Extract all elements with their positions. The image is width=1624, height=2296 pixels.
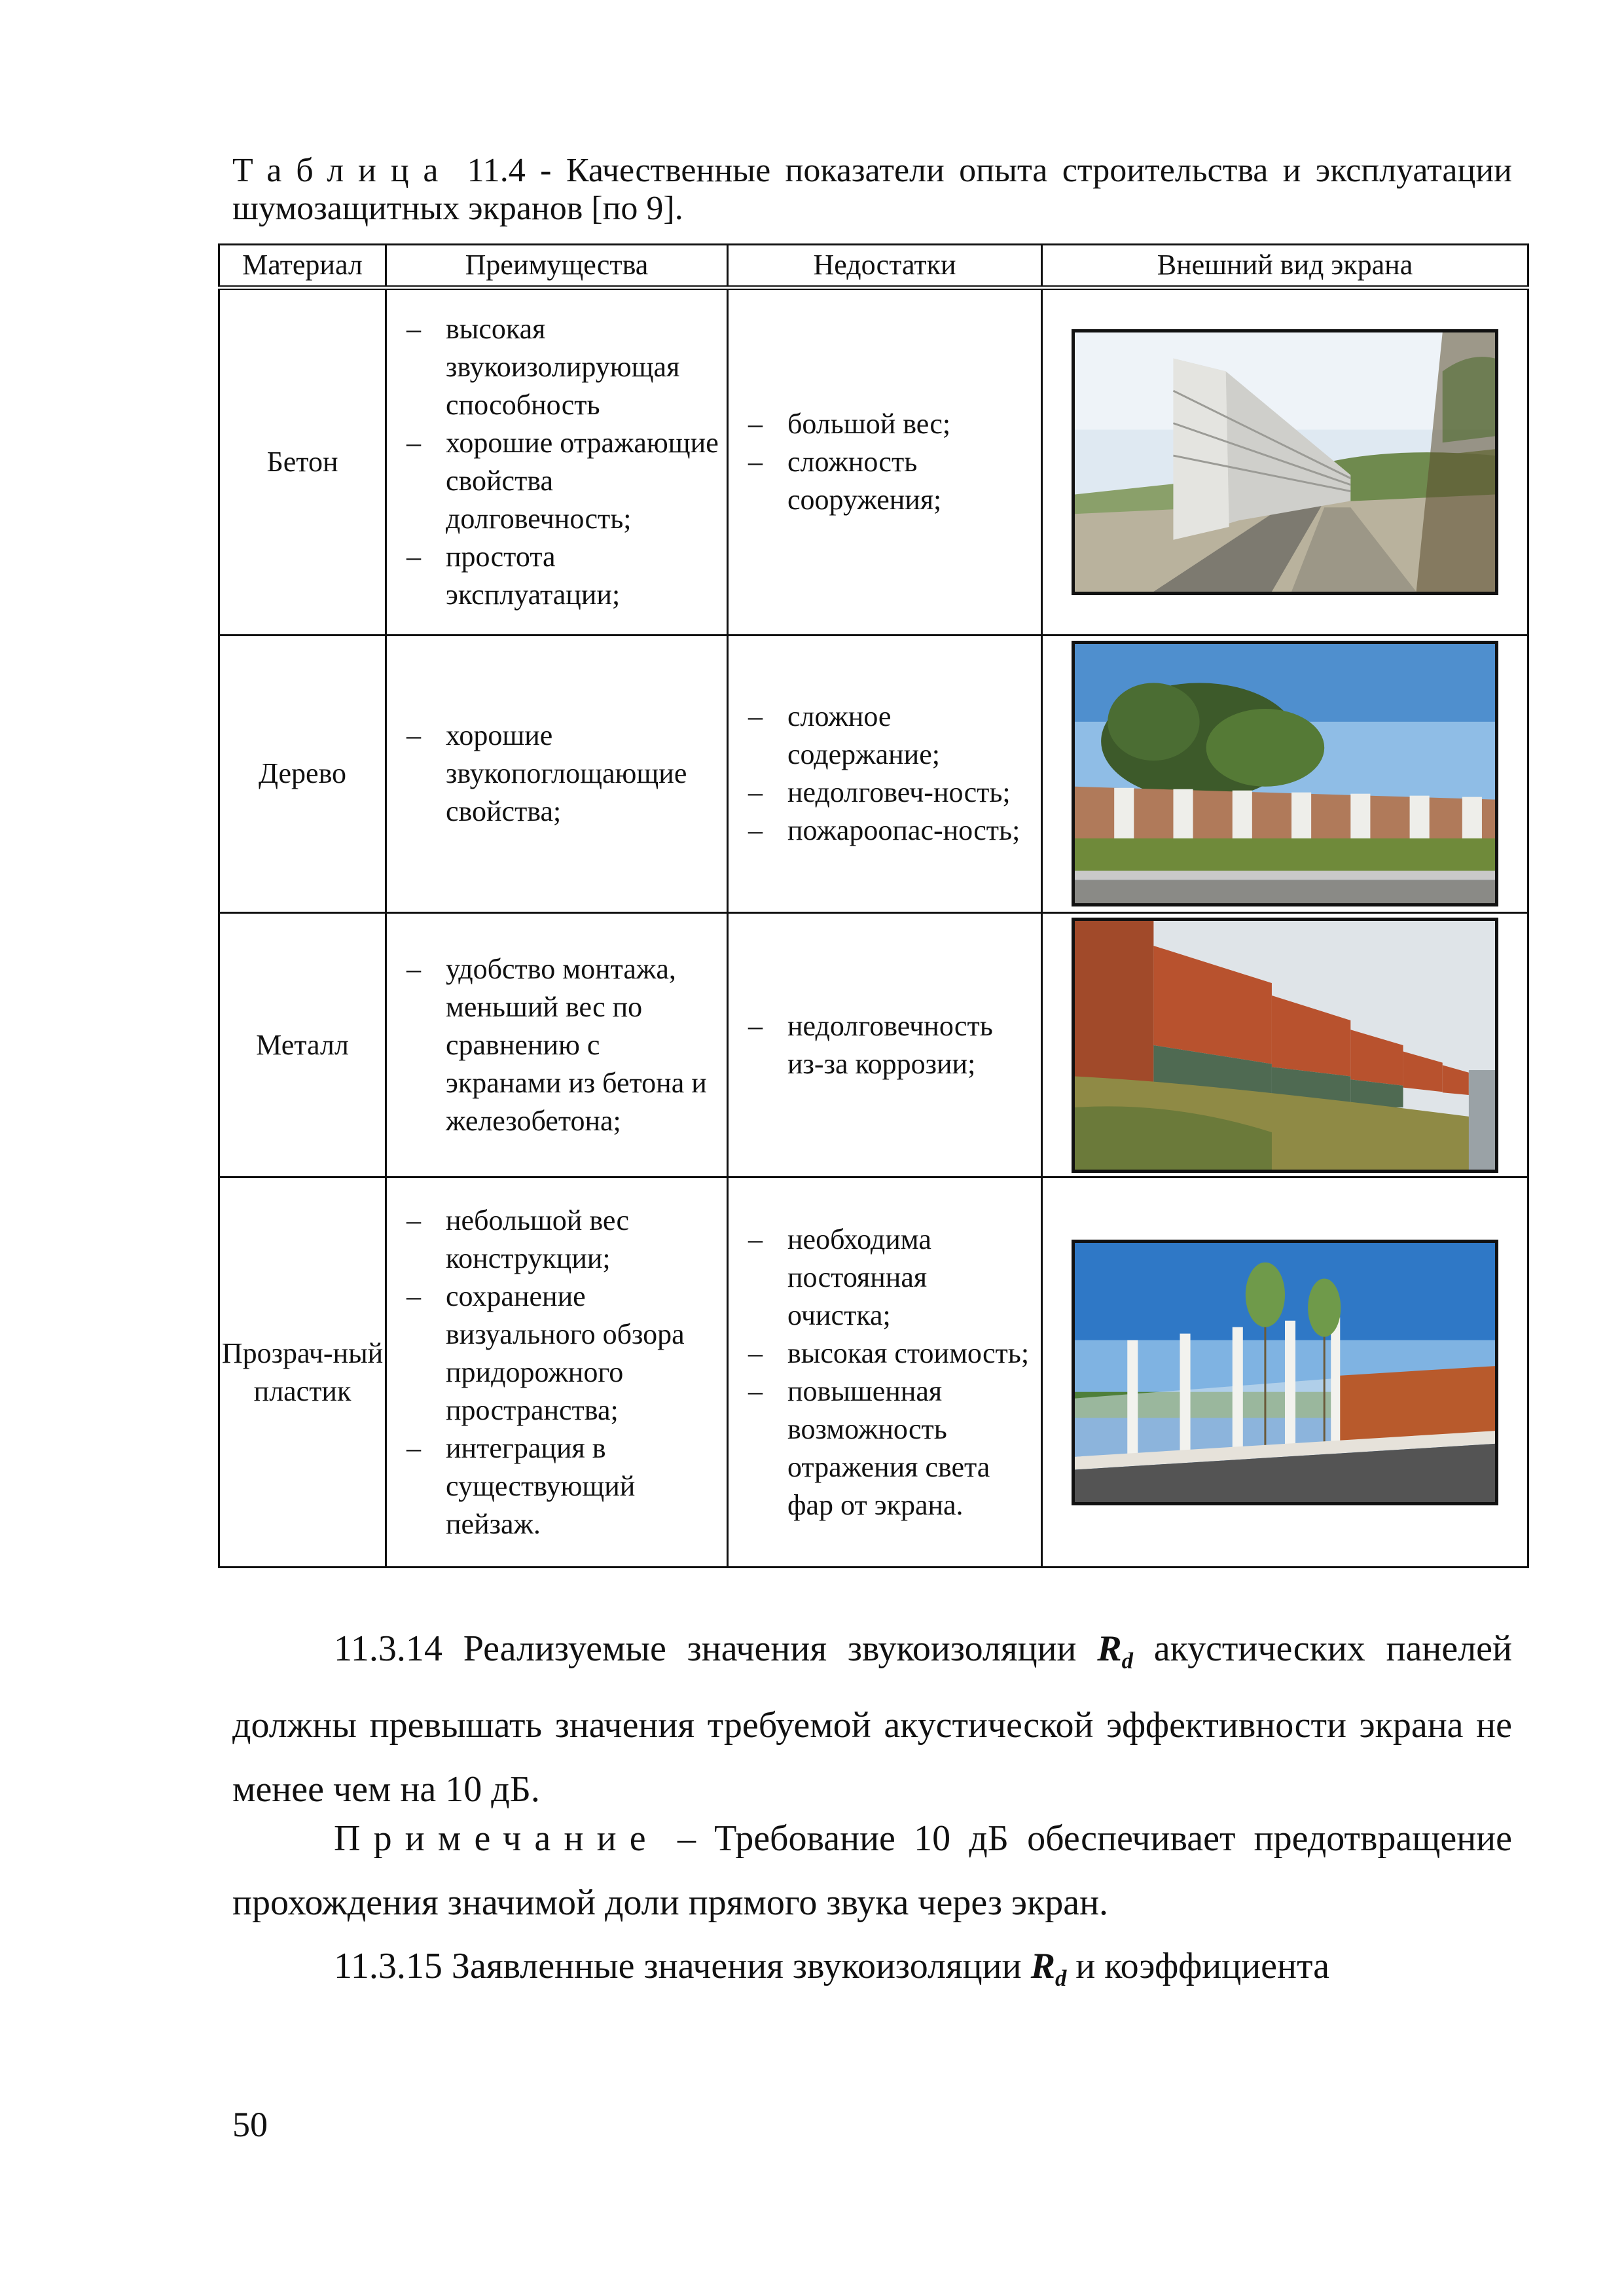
header-disadvantages: Недостатки	[728, 245, 1042, 288]
header-appearance: Внешний вид экрана	[1042, 245, 1528, 288]
list-item: – сохранение визуального обзора придорожного пространства;	[406, 1278, 719, 1429]
header-material: Материал	[219, 245, 386, 288]
material-cell: Бетон	[219, 287, 386, 635]
caption-label: Таблица	[232, 152, 453, 189]
note-paragraph	[232, 1806, 1512, 1935]
material-cell: Дерево	[219, 635, 386, 912]
screens-comparison-table	[218, 243, 1529, 1568]
material-cell: Металл	[219, 913, 386, 1177]
material-cell: Прозрач-ный пластик	[219, 1177, 386, 1568]
list-item: – высокая стоимость;	[748, 1335, 1033, 1372]
advantages-cell	[386, 913, 728, 1177]
table-row	[219, 913, 1528, 1177]
list-item: – высокая звукоизолирующая способность	[406, 310, 719, 424]
clause-number: 11.3.14	[334, 1628, 442, 1669]
paragraph-11-3-15	[232, 1934, 1512, 2011]
list-item: – простота эксплуатации;	[406, 538, 719, 614]
note-label: Примечание	[334, 1818, 659, 1859]
photo-cell	[1042, 287, 1528, 635]
advantages-cell	[386, 1177, 728, 1568]
paragraph-text: Реализуемые значения звукоизоляции	[463, 1628, 1077, 1669]
list-item: – удобство монтажа, меньший вес по сравнению с экранами из бетона и железобетона;	[406, 950, 719, 1140]
paragraph-text: и коэффициента	[1075, 1946, 1330, 1986]
plastic-wall-photo	[1072, 1240, 1498, 1505]
disadvantages-cell	[728, 913, 1042, 1177]
sound-insulation-variable: $R_d$	[1030, 1946, 1067, 1992]
list-item: – сложность сооружения;	[748, 443, 1033, 519]
disadvantages-cell	[728, 1177, 1042, 1568]
list-item: – повышенная возможность отражения света фар от экрана.	[748, 1372, 1033, 1524]
list-item: – хорошие звукопоглощающие свойства;	[406, 717, 719, 831]
table-row	[219, 1177, 1528, 1568]
disadvantages-cell	[728, 635, 1042, 912]
list-item: – хорошие отражающие свойства долговечность;	[406, 424, 719, 538]
advantages-cell	[386, 287, 728, 635]
list-item: – необходима постоянная очистка;	[748, 1221, 1033, 1335]
list-item: – недолговечность из-за коррозии;	[748, 1007, 1033, 1083]
paragraph-text: Заявленные значения звукоизоляции	[451, 1946, 1022, 1986]
list-item: – небольшой вес конструкции;	[406, 1202, 719, 1278]
list-item: – сложное содержание;	[748, 698, 1033, 774]
clause-number: 11.3.15	[334, 1946, 442, 1986]
list-item: – недолговеч-ность;	[748, 774, 1033, 812]
paragraph-text: акустических панелей должны превышать значения требуемой акустической эффективности экрана не менее чем на 10 дБ.	[232, 1628, 1513, 1810]
table-row	[219, 635, 1528, 912]
page-number: 50	[232, 2105, 268, 2144]
photo-cell	[1042, 1177, 1528, 1568]
advantages-cell	[386, 635, 728, 912]
list-item: – большой вес;	[748, 405, 1033, 443]
paragraph-11-3-14	[232, 1617, 1512, 1821]
sound-insulation-variable: $R_d$	[1097, 1628, 1134, 1674]
list-item: – пожароопас-ность;	[748, 812, 1033, 850]
note-text: – Требование 10 дБ обеспечивает предотвращение прохождения значимой доли прямого звука через экран.	[232, 1818, 1513, 1923]
photo-cell	[1042, 913, 1528, 1177]
disadvantages-cell	[728, 287, 1042, 635]
header-advantages: Преимущества	[386, 245, 728, 288]
table-caption	[232, 152, 1512, 228]
list-item: – интеграция в существующий пейзаж.	[406, 1429, 719, 1543]
caption-text: 11.4 - Качественные показатели опыта строительства и эксплуатации шумозащитных экранов [по 9].	[232, 152, 1512, 227]
metal-wall-photo	[1072, 918, 1498, 1173]
photo-cell	[1042, 635, 1528, 912]
wood-wall-photo	[1072, 641, 1498, 906]
table-header-row	[219, 245, 1528, 288]
concrete-wall-photo	[1072, 329, 1498, 595]
table-row	[219, 287, 1528, 635]
